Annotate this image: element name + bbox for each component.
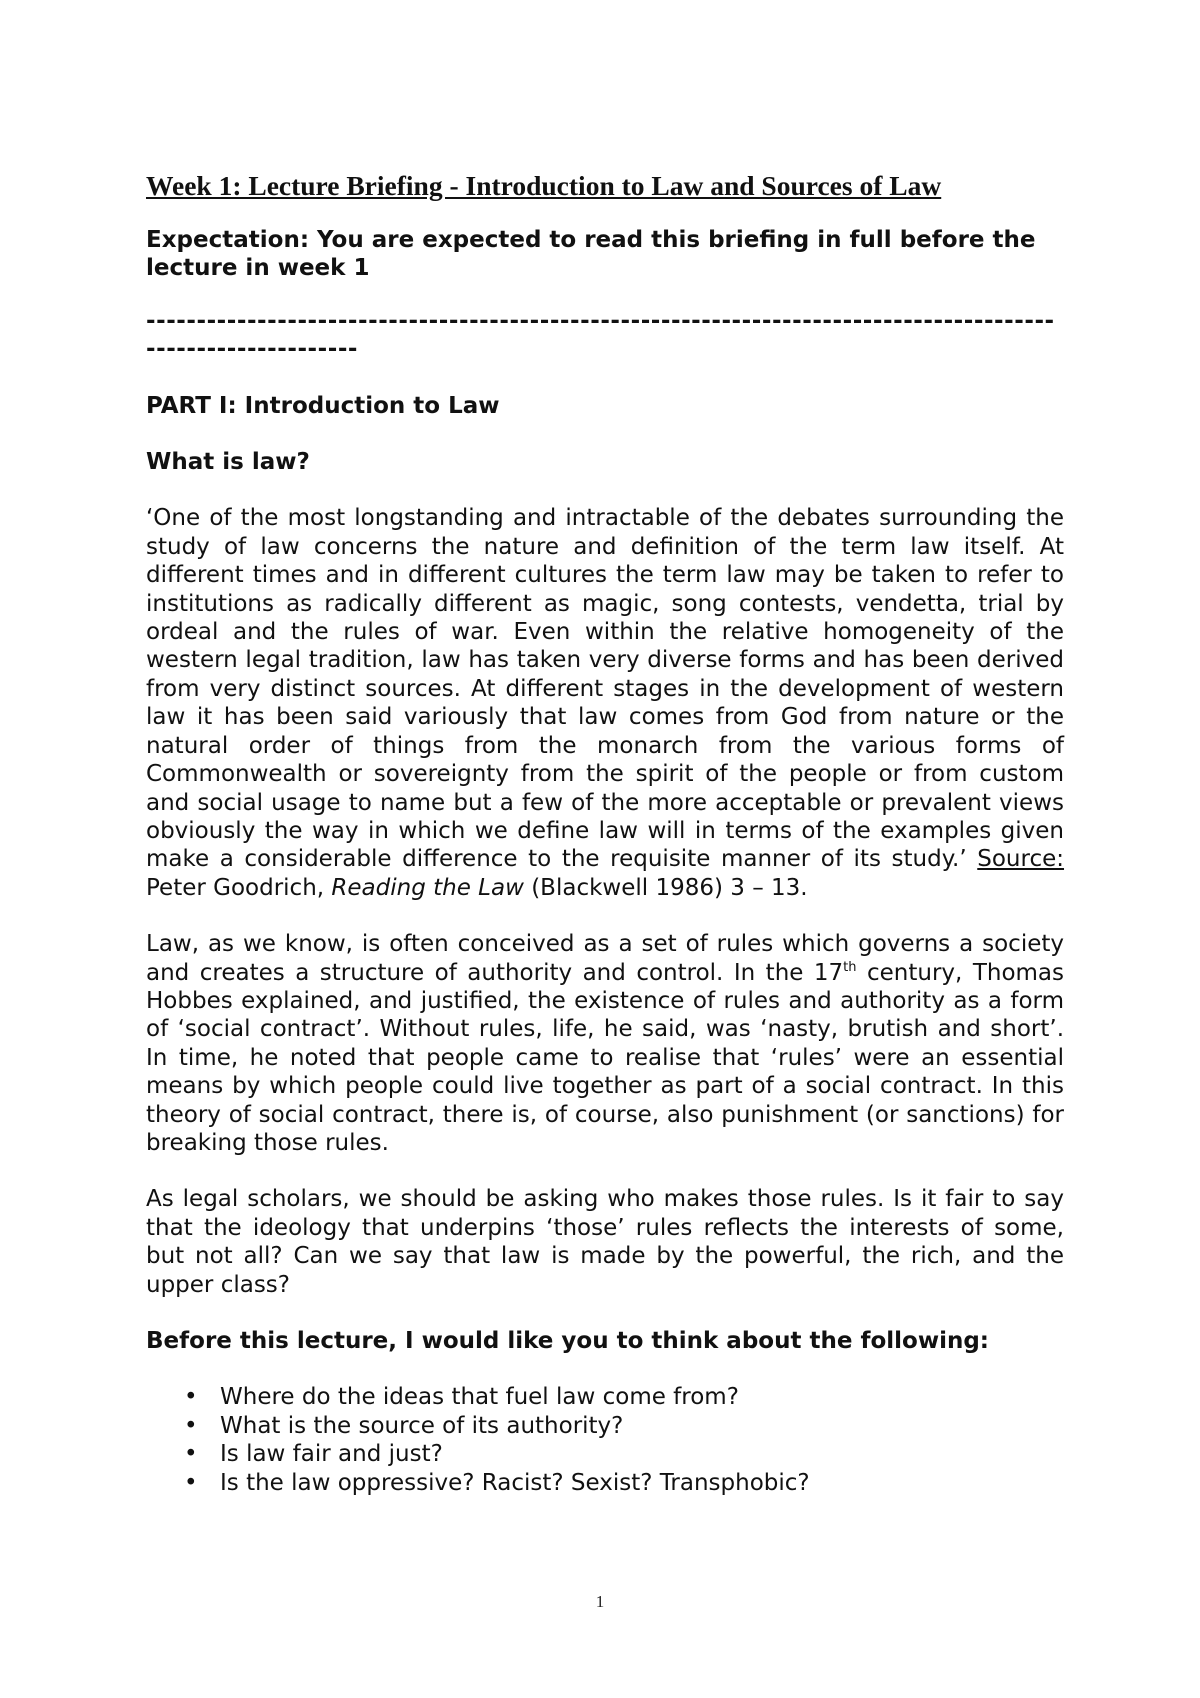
question-list: [146, 1383, 1064, 1497]
book-title: Reading the Law: [331, 874, 524, 901]
list-item: [146, 1383, 1064, 1411]
list-item: [146, 1440, 1064, 1468]
page-number: 1: [595, 1592, 605, 1611]
legal-scholars-paragraph: As legal scholars, we should be asking who makes those rules. Is it fair to say that the ideology that underpins ‘those’ rules reflects the interests of some, but not all? Can we say that law is made by the powerful, the rich, and the upper class?: [146, 1186, 1064, 1298]
document-body: [146, 168, 1064, 1497]
question-text: What is the source of its authority?: [220, 1412, 624, 1439]
quote-author: Peter Goodrich,: [146, 874, 325, 901]
quote-text: ‘One of the most longstanding and intractable of the debates surrounding the study of law concerns the nature and definition of the term law itself. At different times and in different cultures the term law may be taken to refer to institutions as radically different as magic, song contests, vendetta, trial by ordeal and the rules of war. Even within the relative homogeneity of the western legal tradition, law has taken very diverse forms and has been derived from very distinct sources. At different stages in the development of western law it has been said variously that law comes from God from nature or the natural order of things from the monarch from the various forms of Commonwealth or sovereignty from the spirit of the people or from custom and social usage to name but a few of the more acceptable or prevalent views obviously the way in which we define law will in terms of the examples given make a considerable difference to the requisite manner of its study.’: [146, 505, 1064, 873]
ordinal-suffix: th: [843, 959, 857, 975]
bullet-icon: •: [184, 1469, 198, 1496]
question-text: Is law fair and just?: [220, 1441, 443, 1468]
paragraph2-start: Law, as we know, is often conceived as a set of rules which governs a society and creates a structure of authority and control. In the 17: [146, 931, 1064, 986]
social-contract-paragraph: [146, 930, 1064, 1157]
separator-line: ---------------------------------------------------------------------------------------------------------------: [146, 307, 1055, 363]
part-heading: PART I: Introduction to Law: [146, 392, 500, 419]
list-item: [146, 1412, 1064, 1440]
source-label: Source:: [977, 846, 1065, 873]
quote-paragraph: [146, 504, 1064, 902]
document-title: Week 1: Lecture Briefing - Introduction to Law and Sources of Law: [146, 170, 942, 201]
bullet-icon: •: [184, 1384, 198, 1411]
expectation-note: Expectation: You are expected to read this briefing in full before the lecture in week 1: [146, 227, 1036, 282]
list-item: [146, 1469, 1064, 1497]
bullet-icon: •: [184, 1441, 198, 1468]
prompt-heading: Before this lecture, I would like you to think about the following:: [146, 1328, 989, 1354]
paragraph2-end: century, Thomas Hobbes explained, and justified, the existence of rules and authority as a form of ‘social contract’. Without rules, life, he said, was ‘nasty, brutish and short’. In time, he noted that people came to realise that ‘rules’ were an essential means by which people could live together as part of a social contract. In this theory of social contract, there is, of course, also punishment (or sanctions) for breaking those rules.: [146, 959, 1064, 1156]
quote-citation: (Blackwell 1986) 3 – 13.: [531, 874, 808, 901]
section-heading: What is law?: [146, 449, 310, 476]
question-text: Is the law oppressive? Racist? Sexist? Transphobic?: [220, 1469, 810, 1496]
question-text: Where do the ideas that fuel law come from?: [220, 1384, 739, 1411]
bullet-icon: •: [184, 1412, 198, 1439]
